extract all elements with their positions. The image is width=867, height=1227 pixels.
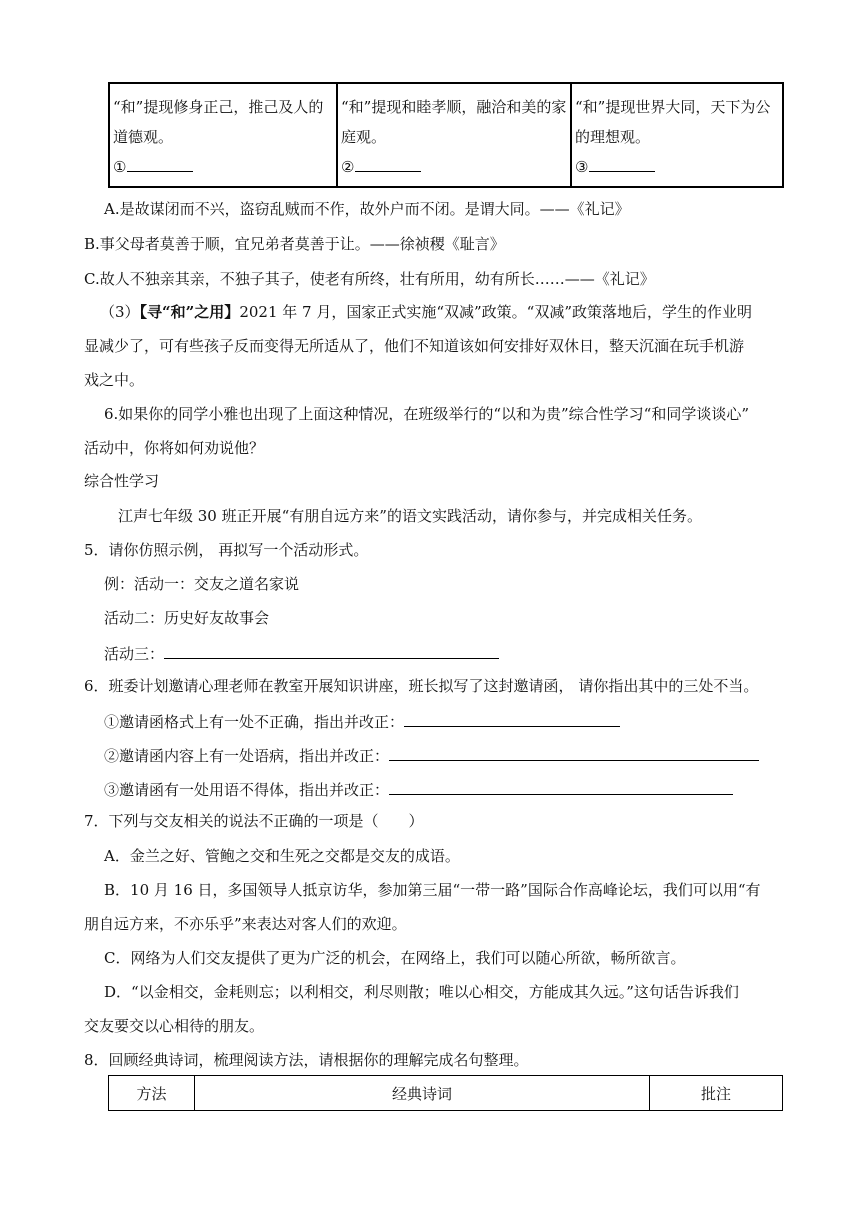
q7-option-b-line1: B．10 月 16 日，多国领导人抵京访华，参加第三届“一带一路”国际合作高峰论坛，我们可以用“有 [104,881,761,899]
answer-line[interactable] [164,641,499,659]
answer-blank[interactable] [355,153,421,172]
q3-line1 [100,301,752,322]
blank-marker: ③ [575,158,589,176]
q3-line2: 显减少了，可有些孩子反而变得无所适从了，他们不知道该如何安排好双休日，整天沉湎在玩手机游 [84,337,745,355]
harmony-cell-ideal [571,83,783,187]
q6b-item-1 [104,709,620,732]
q3-text: 2021 年 7 月，国家正式实施“双减”政策。“双减”政策落地后，学生的作业明 [239,303,753,321]
q6b-item-2-text: ②邀请函内容上有一处语病，指出并改正： [104,747,390,765]
harmony-table [108,82,784,188]
q3-prefix: （3） [100,303,140,321]
q7-option-d-line1: D．“以金相交，金耗则忘；以利相交，利尽则散；唯以心相交，方能成其久远。”这句话告诉我们 [104,983,739,1001]
q7-option-a: A．金兰之好、管鲍之交和生死之交都是交友的成语。 [104,847,460,865]
q6b-item-3-text: ③邀请函有一处用语不得体，指出并改正： [104,781,390,799]
q7-option-d-line2: 交友要交以心相待的朋友。 [84,1017,265,1035]
cell-text: “和”提现修身正己，推己及人的道德观。 [113,98,324,146]
section-title: 综合性学习 [84,472,160,490]
q8-stem: 8．回顾经典诗词，梳理阅读方法，请根据你的理解完成名句整理。 [84,1051,529,1069]
q5-activity-3-label: 活动三： [104,645,165,663]
q5-example-2: 活动二：历史好友故事会 [104,609,270,627]
header-poems: 经典诗词 [195,1076,650,1111]
harmony-cell-family [337,83,571,187]
q7-option-c: C．网络为人们交友提供了更为广泛的机会，在网络上，我们可以随心所欲，畅所欲言。 [104,949,686,967]
blank-marker: ① [113,158,127,176]
answer-blank[interactable] [589,153,655,172]
q7-option-b-line2: 朋自远方来，不亦乐乎”来表达对客人们的欢迎。 [84,915,407,933]
q5-stem: 5．请你仿照示例， 再拟写一个活动形式。 [84,541,369,559]
answer-line[interactable] [389,777,733,795]
option-a: A.是故谋闭而不兴，盗窃乱贼而不作，故外户而不闭。是谓大同。——《礼记》 [104,200,630,218]
harmony-cell-moral [109,83,337,187]
q6b-stem: 6．班委计划邀请心理老师在教室开展知识讲座，班长拟写了这封邀请函， 请你指出其中的三处不当。 [84,677,759,695]
header-notes: 批注 [650,1076,783,1111]
cell-text: “和”提现和睦孝顺，融洽和美的家庭观。 [341,98,567,146]
q6a-line1: 6.如果你的同学小雅也出现了上面这种情况，在班级举行的“以和为贵”综合性学习“和同学谈谈心” [104,405,749,423]
q5-example-1: 例：活动一：交友之道名家说 [104,575,300,593]
q5-activity-3 [104,641,499,664]
option-b: B.事父母者莫善于顺，宜兄弟者莫善于让。——徐祯稷《耻言》 [84,235,505,253]
q6b-item-1-text: ①邀请函格式上有一处不正确，指出并改正： [104,713,405,731]
blank-marker: ② [341,158,355,176]
poetry-table [108,1075,783,1111]
cell-text: “和”提现世界大同，天下为公的理想观。 [575,98,771,146]
q7-stem: 7．下列与交友相关的说法不正确的一项是（ ） [84,812,424,830]
q6b-item-2 [104,743,759,766]
intro-text: 江声七年级 30 班正开展“有朋自远方来”的语文实践活动，请你参与，并完成相关任务。 [118,507,702,525]
header-method: 方法 [109,1076,195,1111]
q6b-item-3 [104,777,733,800]
answer-line[interactable] [404,709,620,727]
answer-blank[interactable] [127,153,193,172]
answer-line[interactable] [389,743,759,761]
q3-line3: 戏之中。 [84,371,145,389]
q3-heading: 【寻“和”之用】 [139,303,240,321]
q6a-line2: 活动中，你将如何劝说他？ [84,439,265,457]
option-c: C.故人不独亲其亲，不独子其子，使老有所终，壮有所用，幼有所长……——《礼记》 [84,270,655,288]
